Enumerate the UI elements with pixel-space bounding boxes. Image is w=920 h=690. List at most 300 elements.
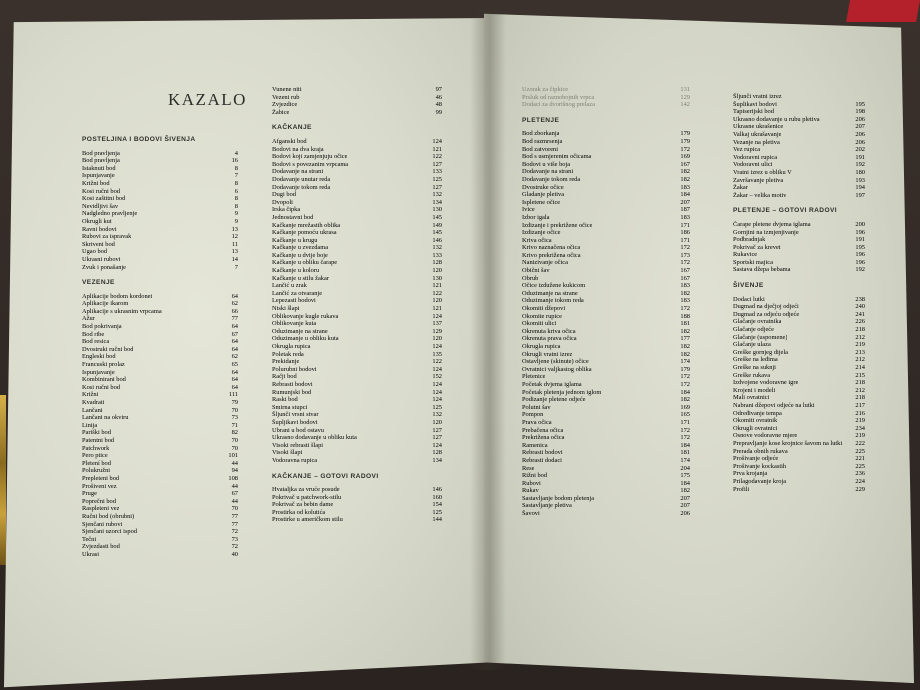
index-entry-term: Rumunjski bod [272, 388, 312, 396]
index-entry-term: Račji bod [272, 373, 297, 381]
index-entry [733, 372, 865, 380]
index-entry-page: 72 [231, 543, 238, 551]
index-entry-term: Prekrižena očica [522, 434, 565, 442]
index-entry-page: 182 [680, 327, 690, 335]
index-entry-term: Bodovi s povezanim vrpcama [272, 160, 349, 168]
index-entry [272, 351, 442, 359]
index-entry-page: 187 [680, 206, 690, 214]
index-entry-term: Ivice [522, 206, 535, 214]
index-entry-term: Linija [82, 421, 98, 429]
index-entry-term: Osnove vodoravne mjere [733, 432, 798, 440]
index-entry-page: 154 [432, 501, 442, 509]
index-entry [272, 109, 442, 117]
index-entry-page: 234 [855, 424, 865, 432]
index-entry [272, 259, 442, 267]
index-entry [733, 478, 865, 486]
index-entry-page: 6 [234, 187, 238, 195]
index-entry-term: Greške na suknji [733, 364, 776, 371]
index-entry [733, 463, 865, 471]
index-entry-page: 240 [855, 303, 865, 311]
index-entry-page: 221 [855, 455, 865, 463]
index-entry-term: Dodaci lutki [733, 295, 765, 303]
index-entry-term: Ravni bodovi [82, 225, 117, 233]
index-entry-page: 179 [680, 137, 690, 145]
index-entry-term: Bod pokrivanja [82, 323, 122, 331]
index-entry [522, 86, 690, 94]
index-entry-term: Visoki rebrasti šlapi [272, 441, 324, 449]
index-entry-term: Okrenuta kriva očica [522, 327, 576, 335]
index-entry-page: 195 [855, 100, 865, 108]
index-entry [82, 551, 238, 559]
index-entry-page: 73 [231, 535, 238, 543]
index-entry-page: 7 [234, 172, 238, 180]
index-entry-term: Krojeni i modeli [733, 386, 776, 394]
index-entry-page: 217 [855, 401, 865, 409]
index-entry-page: 169 [680, 153, 690, 161]
index-entry-page: 200 [855, 220, 865, 228]
index-entry-page: 172 [680, 380, 690, 388]
index-entry-page: 120 [432, 335, 442, 343]
index-entry-term: Izbor igala [522, 213, 550, 221]
index-entry [522, 442, 690, 450]
index-entry [522, 449, 690, 457]
index-entry-term: Obični šav [522, 267, 550, 275]
index-entry-term: Kombinirani bod [82, 376, 126, 384]
index-entry-page: 62 [231, 300, 238, 308]
index-entry [82, 467, 238, 475]
index-entry-term: Lančić za otvaranje [272, 289, 323, 297]
index-entry [272, 168, 442, 176]
index-entry-page: 212 [855, 356, 865, 364]
index-entry-term: Rebrasti dodaci [522, 456, 562, 464]
index-entry [733, 146, 865, 154]
index-entry-term: Početak pletenja jednom iglom [522, 388, 602, 396]
index-entry [272, 396, 442, 404]
index-entry [272, 229, 442, 237]
index-entry-page: 124 [432, 137, 442, 145]
index-entry [522, 199, 690, 207]
index-entry [82, 157, 238, 165]
index-entry-page: 125 [432, 175, 442, 183]
index-entry-term: Rubovi [522, 479, 541, 487]
index-entry-page: 169 [680, 403, 690, 411]
index-entry-term: Prostirke u američkom stilu [272, 516, 343, 524]
index-entry-page: 212 [855, 386, 865, 394]
index-entry [733, 379, 865, 387]
index-entry-page: 124 [432, 365, 442, 373]
index-entry-page: 124 [432, 343, 442, 350]
index-entry-term: Izdizanje i prekrižene očice [522, 221, 593, 229]
index-entry [522, 313, 690, 321]
index-entry [733, 244, 865, 252]
index-entry-page: 198 [855, 108, 865, 116]
index-entry [733, 251, 865, 259]
index-entry-term: Određivanje tempa [733, 409, 782, 417]
index-entry [733, 402, 865, 410]
index-entry-page: 128 [432, 259, 442, 267]
index-entry-page: 67 [231, 490, 238, 498]
index-entry-term: Prostirka od kolutića [272, 508, 326, 516]
index-entry [522, 101, 690, 109]
index-entry [733, 108, 865, 116]
index-entry [272, 199, 442, 207]
index-entry [82, 407, 238, 415]
index-entry-page: 225 [855, 447, 865, 455]
index-entry [522, 222, 690, 230]
index-entry-term: Glačanje (uspomene) [733, 333, 788, 341]
index-entry [522, 487, 690, 495]
index-entry-term: Sportski majica [733, 258, 773, 266]
index-entry [733, 318, 865, 326]
index-column-1 [82, 128, 238, 558]
index-entry-term: Bod razmrsenja [522, 137, 563, 145]
index-entry [522, 434, 690, 442]
index-entry-page: 44 [231, 459, 238, 467]
index-entry-term: Obrub [522, 274, 539, 282]
index-entry-page: 207 [680, 198, 690, 206]
index-entry [82, 452, 238, 460]
index-entry-page: 46 [435, 93, 442, 101]
index-entry-page: 183 [680, 213, 690, 221]
index-entry-term: Šupljikavi bodovi [272, 418, 318, 426]
index-entry-page: 182 [680, 343, 690, 350]
index-entry-term: Ažur [82, 315, 95, 323]
index-entry-term: Podizanje pletene odjeće [522, 396, 586, 404]
section-heading: PLETENJE [522, 116, 560, 124]
index-entry [733, 486, 865, 494]
index-entry [733, 177, 865, 185]
index-entry-term: Žabice [272, 108, 290, 116]
index-entry-page: 124 [432, 396, 442, 404]
index-entry-page: 70 [231, 444, 238, 452]
index-entry-page: 225 [855, 462, 865, 470]
section-heading: POSTELJINA I BODOVI ŠIVENJA [82, 136, 196, 143]
index-entry-page: 175 [680, 472, 690, 480]
index-entry-page: 64 [231, 376, 238, 384]
index-entry-term: Kačkanje pomoću ukrasa [272, 229, 337, 237]
index-entry-page: 77 [231, 520, 238, 528]
index-entry [733, 123, 865, 131]
index-entry-term: Sastavljanje pletiva [522, 502, 572, 510]
index-entry-page: 14 [231, 255, 238, 263]
index-entry [82, 172, 238, 180]
index-entry-term: Oduzimanje tokom reda [522, 297, 584, 305]
index-entry-term: Ugao bod [82, 248, 108, 256]
index-entry [522, 206, 690, 214]
index-entry [272, 153, 442, 161]
index-entry [733, 221, 865, 229]
index-entry-term: Okrugli kut [82, 217, 112, 225]
index-entry-term: Kačkanje u koloru [272, 267, 320, 275]
index-entry-term: Prošiveni vez [82, 482, 117, 490]
index-entry-page: 192 [855, 161, 865, 169]
index-entry [522, 419, 690, 427]
index-entry-term: Raspleteni vez [82, 505, 120, 513]
index-entry-page: 121 [432, 305, 442, 313]
index-entry [522, 290, 690, 298]
index-entry [522, 381, 690, 389]
index-entry-term: Oblikovanje kugle rukava [272, 312, 339, 320]
index-entry [522, 252, 690, 260]
index-entry-term: Tečni [82, 535, 97, 543]
index-entry-term: Smirna stupci [272, 403, 308, 411]
index-entry-page: 124 [432, 312, 442, 320]
index-entry-term: Glačanje ovratnika [733, 318, 782, 326]
index-entry-page: 9 [234, 217, 238, 225]
index-entry-page: 127 [432, 160, 442, 168]
index-entry [82, 210, 238, 218]
index-entry [272, 86, 442, 94]
index-entry-term: Pletenice [522, 373, 546, 381]
index-entry-term: Rižni bod [522, 472, 548, 480]
index-entry-page: 72 [231, 528, 238, 536]
index-entry-term: Engleski bod [82, 353, 116, 361]
index-entry-term: Žakar – velika motiv [733, 191, 787, 199]
index-entry-page: 134 [432, 456, 442, 464]
index-entry-page: 70 [231, 406, 238, 414]
index-entry-term: Dodaci za dvorišnog prelaza [522, 101, 595, 109]
index-entry-term: Okrugla rupica [522, 343, 561, 350]
index-entry-term: Kačkanje u stilu žakar [272, 274, 329, 282]
index-entry-page: 196 [855, 251, 865, 259]
index-entry-page: 172 [680, 259, 690, 267]
index-entry-page: 241 [855, 310, 865, 318]
index-entry [522, 138, 690, 146]
index-entry [272, 94, 442, 102]
index-entry-term: Afganski bod [272, 137, 307, 145]
index-entry [82, 226, 238, 234]
index-entry [733, 394, 865, 402]
index-entry-page: 172 [680, 305, 690, 313]
index-entry-term: Dvostruki ručni bod [82, 345, 134, 353]
index-entry-term: Kačkanje u krugu [272, 236, 318, 244]
index-entry-term: Šljunči vratni izrez [733, 93, 782, 100]
index-entry-page: 219 [855, 432, 865, 440]
index-entry-term: Ukrasno dodavanje u obliku kuta [272, 434, 357, 442]
index-entry-term: Krivo naznačena očica [522, 244, 581, 252]
index-entry-page: 4 [234, 149, 238, 157]
index-entry-page: 122 [432, 153, 442, 161]
section-heading: KAČKANJE – GOTOVI RADOVI [272, 472, 379, 480]
index-entry-page: 144 [432, 516, 442, 524]
index-entry-page: 8 [234, 202, 238, 210]
index-entry-page: 183 [680, 282, 690, 290]
index-entry-page: 174 [680, 456, 690, 464]
index-entry [272, 419, 442, 427]
index-entry [82, 369, 238, 377]
index-entry-term: Šuplikavi bodovi [733, 100, 777, 108]
index-entry [82, 150, 238, 158]
index-entry-page: 196 [855, 258, 865, 266]
index-entry [272, 373, 442, 381]
index-entry-term: Ukrasni rubovi [82, 255, 121, 263]
index-entry-term: Pokrivač za bebin dame [272, 501, 334, 509]
index-entry-page: 132 [432, 244, 442, 252]
index-entry [272, 411, 442, 419]
index-entry-term: Okomiti ulici [522, 320, 557, 328]
index-entry [733, 326, 865, 334]
index-entry-page: 8 [234, 164, 238, 172]
index-entry-page: 180 [855, 168, 865, 176]
index-entry [522, 465, 690, 473]
index-entry-term: Prilagodavanje kroja [733, 477, 787, 485]
index-entry [522, 282, 690, 290]
index-entry-page: 202 [855, 146, 865, 154]
index-entry [272, 509, 442, 517]
index-entry-term: Dodavanje tokom reda [272, 183, 331, 191]
index-entry [522, 502, 690, 510]
index-entry-page: 192 [855, 266, 865, 274]
index-entry-page: 177 [680, 335, 690, 343]
index-entry-term: Dodavanje tokom reda [522, 175, 581, 183]
index-entry-term: Ostavljene (skinute) očice [522, 358, 589, 366]
index-entry-page: 7 [234, 263, 238, 271]
index-entry [733, 387, 865, 395]
index-entry-term: Dugmad za odjeću odjeće [733, 310, 800, 318]
index-entry-term: Vezeni rub [272, 93, 300, 101]
index-entry-page: 222 [855, 439, 865, 447]
index-entry [272, 501, 442, 509]
index-entry-term: Sjenčani uzorci ispod [82, 528, 138, 536]
index-entry-page: 181 [680, 320, 690, 328]
index-entry-page: 124 [432, 441, 442, 449]
index-entry [82, 475, 238, 483]
index-entry-term: Gladanje pletiva [522, 191, 565, 199]
index-entry-page: 191 [855, 153, 865, 161]
index-entry-term: Rubovi za ispravak [82, 233, 132, 241]
index-entry [82, 460, 238, 468]
index-entry [272, 427, 442, 435]
index-entry [522, 168, 690, 176]
index-entry [272, 244, 442, 252]
index-entry-page: 229 [855, 485, 865, 493]
index-entry [522, 351, 690, 359]
index-entry-page: 124 [432, 380, 442, 388]
index-entry-page: 171 [680, 236, 690, 244]
index-entry-term: Polurubni bodovi [272, 365, 317, 373]
index-entry [733, 440, 865, 448]
index-entry-page: 97 [435, 86, 442, 93]
index-entry-page: 238 [855, 295, 865, 303]
index-entry [82, 414, 238, 422]
index-entry-term: Dodavanje unutar reda [272, 175, 331, 183]
index-entry-term: Rebrasti bodovi [272, 380, 313, 388]
index-entry [733, 131, 865, 139]
index-entry-page: 146 [432, 486, 442, 494]
index-entry [272, 138, 442, 146]
index-entry [733, 266, 865, 274]
index-entry-term: Patchwork [82, 444, 110, 452]
index-entry-page: 193 [855, 176, 865, 184]
index-entry-page: 182 [680, 175, 690, 183]
index-entry-page: 127 [432, 426, 442, 434]
index-entry-term: Krivo prekrižena očica [522, 251, 581, 259]
index-entry-page: 48 [435, 101, 442, 109]
index-entry-term: Francuski prolaz [82, 361, 125, 369]
index-entry-term: Raski bod [272, 396, 298, 404]
index-entry-page: 132 [432, 191, 442, 199]
index-entry-page: 8 [234, 179, 238, 187]
index-entry-term: Bod zborkanja [522, 130, 560, 138]
index-entry-page: 122 [432, 358, 442, 366]
index-entry-page: 218 [855, 394, 865, 402]
index-entry-term: Ručni bod (obrubni) [82, 512, 135, 520]
index-entry [522, 373, 690, 381]
index-entry [522, 94, 690, 102]
index-entry-term: Vunene niti [272, 86, 302, 93]
index-entry-term: Ispunjavanje [82, 368, 115, 376]
index-entry [733, 169, 865, 177]
index-entry-term: Vodoravna rupica [272, 456, 318, 464]
index-entry-term: Prekidanje [272, 358, 300, 366]
index-entry-page: 12 [231, 233, 238, 241]
index-entry-term: Aplikacije bodom kordonet [82, 292, 153, 300]
index-entry [82, 338, 238, 346]
index-entry-page: 181 [680, 449, 690, 457]
index-entry-page: 65 [231, 361, 238, 369]
index-entry-page: 79 [231, 399, 238, 406]
index-entry-page: 133 [432, 251, 442, 259]
index-entry-page: 206 [855, 130, 865, 138]
index-entry [522, 366, 690, 374]
index-entry-term: Gornjini na izmjenjivanje [733, 228, 799, 236]
index-entry-term: Dodavanje na strani [272, 168, 324, 176]
index-entry-term: Bodovi na dva kraja [272, 145, 324, 153]
index-entry [272, 434, 442, 442]
index-entry-page: 127 [432, 183, 442, 191]
index-entry-page: 94 [231, 467, 238, 475]
index-entry [82, 264, 238, 272]
index-entry-term: Pariški bod [82, 429, 111, 437]
index-entry [82, 308, 238, 316]
index-entry-term: Prepravljanje kose krojnice šavom na lutki [733, 439, 843, 447]
index-entry-page: 77 [231, 315, 238, 323]
index-entry-term: Rese [522, 464, 535, 472]
index-entry-page: 135 [432, 350, 442, 358]
index-entry [733, 184, 865, 192]
index-entry-page: 64 [231, 292, 238, 300]
index-entry-page: 194 [855, 184, 865, 192]
index-entry-term: Lančani [82, 406, 103, 414]
index-entry [522, 404, 690, 412]
index-entry [272, 101, 442, 109]
index-entry-page: 172 [680, 373, 690, 381]
index-entry-page: 186 [680, 229, 690, 237]
index-entry [733, 236, 865, 244]
index-entry-page: 133 [432, 168, 442, 176]
index-entry [82, 353, 238, 361]
index-entry-page: 120 [432, 297, 442, 305]
index-entry [272, 176, 442, 184]
index-entry [82, 376, 238, 384]
index-entry [272, 275, 442, 283]
index-entry-page: 64 [231, 383, 238, 391]
index-entry-page: 99 [435, 108, 442, 116]
index-entry [522, 389, 690, 397]
index-entry-term: Prva krojanja [733, 470, 768, 478]
index-entry-term: Poletak reda [272, 350, 304, 358]
index-entry-term: Oduzimanje na strane [522, 289, 578, 297]
index-entry-term: Zvjezdice [272, 101, 298, 109]
index-entry-page: 137 [432, 320, 442, 328]
index-entry-term: Čarape pletene dvjema iglama [733, 220, 811, 228]
index-entry-term: Ispletene očice [522, 198, 561, 206]
index-entry-term: Polutni šav [522, 403, 551, 411]
index-entry-term: Istaknuti bod [82, 164, 116, 172]
index-entry [272, 184, 442, 192]
index-entry [272, 442, 442, 450]
index-entry-term: Izdizanje očice [522, 229, 561, 237]
